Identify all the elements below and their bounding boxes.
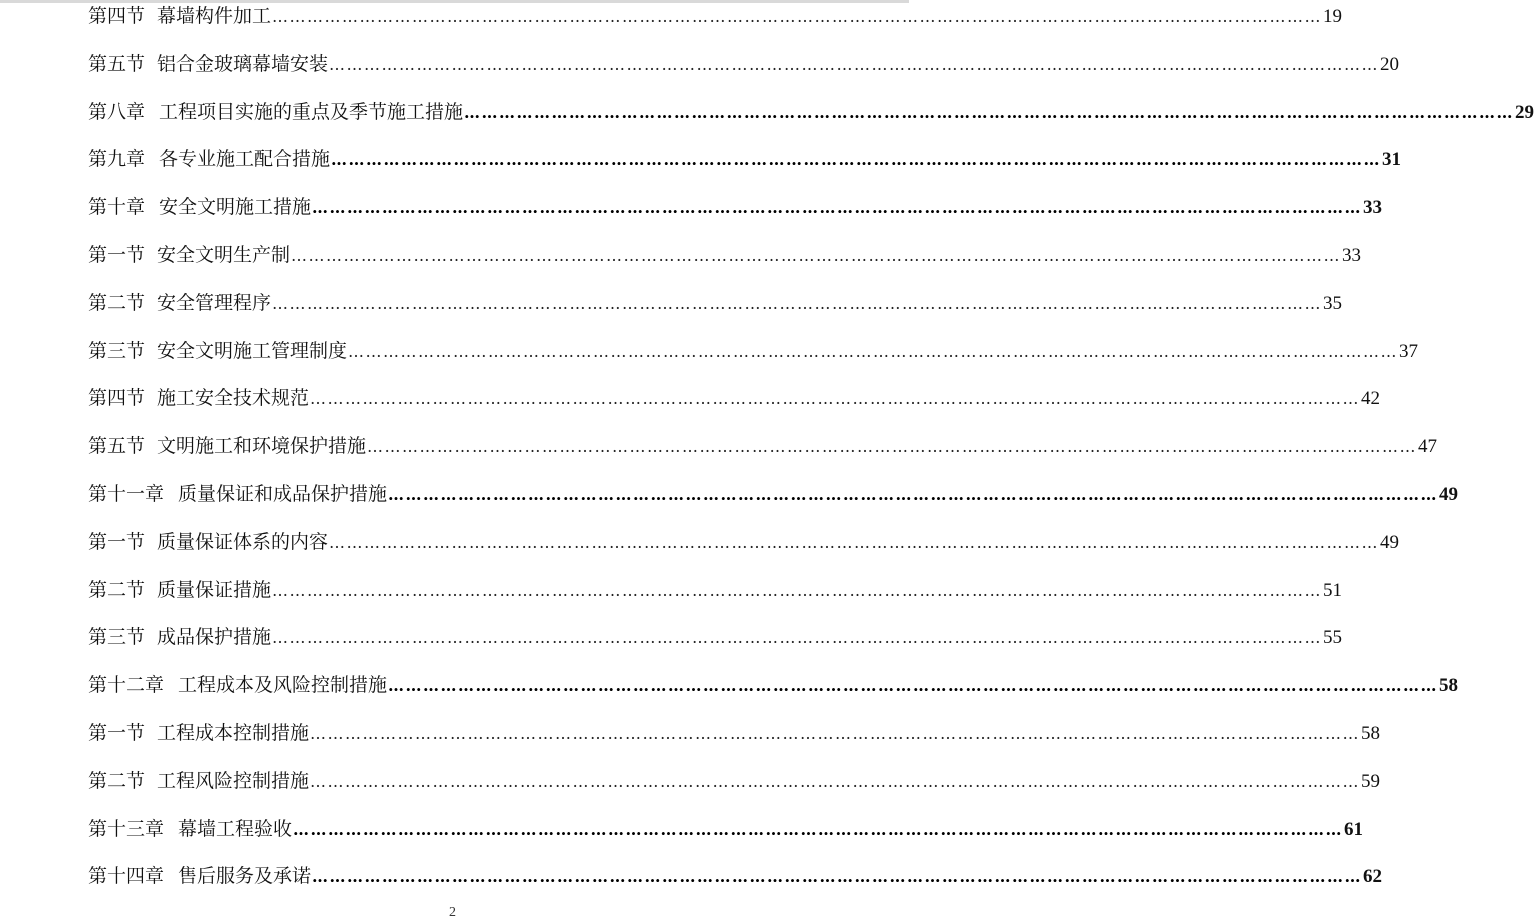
toc-entry-18[interactable] (88, 814, 1364, 844)
toc-entry-number: 第十一章 (88, 483, 165, 505)
toc-entry-title: 幕墙工程验收 (178, 817, 293, 840)
toc-entry-title: 质量保证体系的内容 (157, 530, 329, 553)
dot-leader: ……………………………………………………………………………………………………………………………………………………………… (310, 724, 1361, 743)
toc-entry-page: 59 (1361, 770, 1381, 792)
dot-leader: ……………………………………………………………………………………………………………………………………………………………… (312, 867, 1363, 887)
toc-entry-number: 第四节 (88, 387, 146, 410)
toc-entry-page: 55 (1323, 627, 1343, 649)
toc-entry-page: 31 (1382, 149, 1402, 171)
toc-entry-title: 施工安全技术规范 (157, 387, 310, 410)
toc-entry-8[interactable] (88, 336, 1419, 366)
toc-entry-title: 工程成本控制措施 (157, 722, 310, 744)
toc-entry-number: 第十章 (88, 196, 146, 219)
toc-entry-title: 工程风险控制措施 (157, 769, 310, 792)
toc-entry-number: 第一节 (88, 530, 146, 553)
toc-entry-16[interactable] (88, 718, 1381, 748)
toc-entry-number: 第十三章 (88, 817, 165, 840)
dot-leader: ……………………………………………………………………………………………………………………………………………………………… (331, 150, 1382, 170)
toc-entry-number: 第五节 (88, 52, 146, 75)
toc-entry-page: 35 (1323, 292, 1343, 314)
toc-entry-13[interactable] (88, 575, 1343, 605)
toc-entry-15[interactable] (88, 670, 1459, 700)
toc-entry-title: 幕墙构件加工 (157, 5, 272, 27)
toc-entry-12[interactable] (88, 527, 1400, 557)
toc-entry-number: 第十二章 (88, 674, 165, 697)
toc-entry-title: 安全文明施工管理制度 (157, 339, 348, 362)
toc-entry-title: 安全文明施工措施 (159, 196, 312, 219)
toc-entry-10[interactable] (88, 431, 1438, 461)
toc-entry-title: 工程成本及风险控制措施 (178, 674, 388, 697)
toc-entry-title: 文明施工和环境保护措施 (157, 435, 367, 458)
dot-leader: ……………………………………………………………………………………………………………………………………………………………… (348, 341, 1399, 361)
toc-entry-19[interactable] (88, 861, 1383, 891)
toc-entry-title: 安全管理程序 (157, 291, 272, 314)
dot-leader: ……………………………………………………………………………………………………………………………………………………………… (310, 771, 1361, 791)
toc-entry-title: 质量保证和成品保护措施 (178, 483, 388, 505)
toc-entry-page: 58 (1361, 723, 1381, 744)
toc-entry-1[interactable] (88, 1, 1343, 31)
toc-entry-title: 工程项目实施的重点及季节施工措施 (159, 100, 464, 123)
dot-leader: ……………………………………………………………………………………………………………………………………………………………… (464, 102, 1515, 122)
toc-entry-page: 19 (1323, 6, 1343, 27)
dot-leader: ……………………………………………………………………………………………………………………………………………………………… (367, 437, 1418, 457)
toc-entry-page: 58 (1439, 675, 1459, 697)
dot-leader: ……………………………………………………………………………………………………………………………………………………………… (388, 676, 1439, 696)
toc-entry-page: 47 (1418, 436, 1438, 458)
dot-leader: ……………………………………………………………………………………………………………………………………………………………… (329, 54, 1380, 74)
toc-entry-4[interactable] (88, 144, 1402, 174)
toc-entry-page: 62 (1363, 866, 1383, 888)
toc-entry-7[interactable] (88, 288, 1343, 318)
toc-entry-page: 49 (1439, 484, 1459, 505)
dot-leader: ……………………………………………………………………………………………………………………………………………………………… (310, 389, 1361, 409)
toc-entry-title: 质量保证措施 (157, 578, 272, 601)
toc-entry-number: 第五节 (88, 435, 146, 458)
toc-entry-number: 第九章 (88, 148, 146, 171)
toc-entry-number: 第十四章 (88, 865, 165, 888)
dot-leader: ……………………………………………………………………………………………………………………………………………………………… (272, 580, 1323, 600)
toc-entry-number: 第四节 (88, 5, 146, 27)
toc-entry-11[interactable] (88, 479, 1459, 509)
toc-entry-page: 51 (1323, 579, 1343, 601)
toc-entry-number: 第二节 (88, 291, 146, 314)
toc-entry-page: 29 (1515, 101, 1534, 123)
toc-entry-title: 铝合金玻璃幕墙安装 (157, 52, 329, 75)
toc-entry-number: 第一节 (88, 244, 146, 266)
toc-entry-page: 49 (1380, 531, 1400, 553)
dot-leader: ……………………………………………………………………………………………………………………………………………………………… (312, 198, 1363, 218)
dot-leader: ……………………………………………………………………………………………………………………………………………………………… (272, 628, 1323, 648)
dot-leader: ……………………………………………………………………………………………………………………………………………………………… (291, 246, 1342, 265)
toc-entry-14[interactable] (88, 622, 1343, 652)
toc-entry-number: 第二节 (88, 769, 146, 792)
page-number: 2 (449, 905, 456, 920)
dot-leader: ……………………………………………………………………………………………………………………………………………………………… (293, 819, 1344, 839)
toc-entry-5[interactable] (88, 192, 1383, 222)
toc-entry-page: 33 (1342, 245, 1362, 266)
dot-leader: ……………………………………………………………………………………………………………………………………………………………… (272, 7, 1323, 26)
toc-entry-number: 第一节 (88, 722, 146, 744)
toc-entry-title: 各专业施工配合措施 (159, 148, 331, 171)
toc-entry-title: 售后服务及承诺 (178, 865, 312, 888)
toc-entry-number: 第八章 (88, 100, 146, 123)
toc-entry-17[interactable] (88, 766, 1381, 796)
toc-entry-page: 42 (1361, 388, 1381, 410)
toc-entry-number: 第二节 (88, 578, 146, 601)
dot-leader: ……………………………………………………………………………………………………………………………………………………………… (329, 532, 1380, 552)
toc-entry-page: 20 (1380, 53, 1400, 75)
toc-entry-2[interactable] (88, 49, 1400, 79)
toc-entry-number: 第三节 (88, 626, 146, 649)
toc-entry-title: 安全文明生产制 (157, 244, 291, 266)
toc-entry-number: 第三节 (88, 339, 146, 362)
toc-entry-page: 37 (1399, 340, 1419, 362)
toc-entry-page: 61 (1344, 818, 1364, 840)
dot-leader: ……………………………………………………………………………………………………………………………………………………………… (272, 293, 1323, 313)
toc-entry-9[interactable] (88, 383, 1381, 413)
dot-leader: ……………………………………………………………………………………………………………………………………………………………… (388, 485, 1439, 504)
toc-entry-6[interactable] (88, 240, 1362, 270)
toc-entry-3[interactable] (88, 97, 1534, 127)
toc-entry-title: 成品保护措施 (157, 626, 272, 649)
toc-entry-page: 33 (1363, 197, 1383, 219)
